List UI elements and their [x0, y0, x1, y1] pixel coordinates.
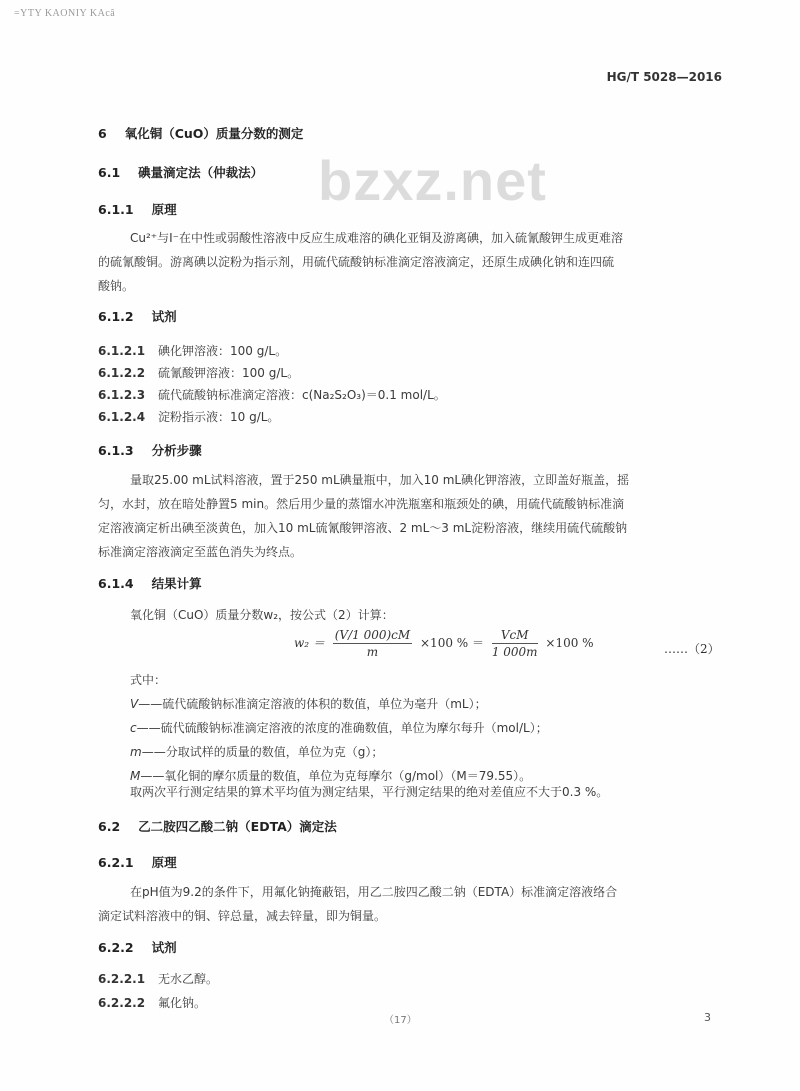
- item-number: 6.1.2.2: [98, 366, 146, 380]
- item-number: 6.2.2.1: [98, 972, 146, 986]
- footer-sequence: （17）: [384, 1015, 417, 1026]
- item-number: 6.1.2.4: [98, 410, 146, 424]
- equation-number: ……（2）: [664, 642, 720, 656]
- section-6-2-2-heading: [98, 938, 177, 956]
- section-6-2-1-heading: [98, 853, 177, 871]
- fraction-denominator: m: [366, 645, 379, 659]
- section-number: 6.1.4: [98, 576, 134, 591]
- principle-paragraph-cont: [98, 250, 614, 298]
- reagent-item: [98, 386, 446, 403]
- edta-principle-paragraph-cont: [98, 904, 386, 928]
- item-number: 6.1.2.3: [98, 388, 146, 402]
- item-number: 6.2.2.2: [98, 996, 146, 1010]
- section-6-1-4-heading: [98, 574, 202, 592]
- text-line: 标准滴定溶液滴定至蓝色消失为终点。: [98, 545, 303, 559]
- symbol: M: [130, 769, 141, 783]
- text-line: 量取25.00 mL试料溶液，置于250 mL碘量瓶中，加入10 mL碘化钾溶液，立即盖好瓶盖，摇: [130, 473, 630, 487]
- item-text: 碘化钾溶液：100 g/L。: [158, 344, 288, 358]
- section-6-1-heading: [98, 163, 263, 181]
- item-text: 无水乙醇。: [158, 972, 219, 986]
- section-title: 原理: [151, 855, 177, 870]
- text-line: 匀，水封，放在暗处静置5 min。然后用少量的蒸馏水冲洗瓶塞和瓶颈处的碘，用硫代硫酸钠标准滴: [98, 497, 625, 511]
- section-6-heading: [98, 124, 303, 142]
- text-line: Cu²⁺与I⁻在中性或弱酸性溶液中反应生成难溶的碘化亚铜及游离碘，加入硫氰酸钾生成更难溶: [130, 231, 624, 245]
- formula-lhs: w₂ ＝: [294, 636, 325, 650]
- item-number: 6.1.2.1: [98, 344, 146, 358]
- definition-text: ——分取试样的质量的数值，单位为克（g）；: [141, 745, 384, 759]
- section-title: 氧化铜（CuO）质量分数的测定: [124, 126, 304, 141]
- principle-paragraph: [130, 226, 623, 250]
- section-title: 乙二胺四乙酸二钠（EDTA）滴定法: [138, 819, 337, 834]
- section-title: 试剂: [151, 940, 177, 955]
- fraction-denominator: 1 000m: [491, 645, 538, 659]
- symbol: m: [130, 745, 142, 759]
- procedure-paragraph-cont: [98, 492, 627, 564]
- symbol: V: [130, 697, 139, 711]
- section-title: 原理: [151, 202, 177, 217]
- reagent-item: [98, 994, 206, 1011]
- reagent-item: [98, 364, 299, 381]
- result-statement: 取两次平行测定结果的算术平均值为测定结果，平行测定结果的绝对差值应不大于0.3 %。: [130, 785, 609, 799]
- definition-line: [130, 692, 548, 716]
- section-number: 6.2.2: [98, 940, 134, 955]
- item-text: 硫代硫酸钠标准滴定溶液：c(Na₂S₂O₃)＝0.1 mol/L。: [158, 388, 446, 402]
- fraction-numerator: (V/1 000)cM: [334, 628, 411, 642]
- section-title: 结果计算: [151, 576, 202, 591]
- section-6-2-heading: [98, 817, 337, 835]
- formula-times: ×100 % ＝: [420, 636, 484, 650]
- section-number: 6.1.2: [98, 309, 134, 324]
- section-number: 6.2: [98, 819, 121, 834]
- section-number: 6.1.3: [98, 443, 134, 458]
- section-number: 6.1: [98, 165, 121, 180]
- fraction-numerator: VcM: [492, 628, 538, 644]
- text-line: 定溶液滴定析出碘至淡黄色，加入10 mL硫氰酸钾溶液、2 mL～3 mL淀粉溶液，继续用硫代硫酸钠: [98, 521, 628, 535]
- standard-code: HG/T 5028—2016: [606, 70, 722, 84]
- symbol: c: [130, 721, 137, 735]
- section-title: 分析步骤: [151, 443, 202, 458]
- fraction-1: [333, 628, 412, 659]
- page-number: 3: [704, 1011, 711, 1024]
- section-title: 试剂: [151, 309, 177, 324]
- procedure-paragraph: [130, 468, 629, 492]
- section-number: 6.2.1: [98, 855, 134, 870]
- formula-times: ×100 %: [545, 636, 594, 650]
- formula-2: [294, 628, 594, 659]
- reagent-item: [98, 970, 218, 987]
- section-6-1-2-heading: [98, 307, 177, 325]
- site-watermark: bzxz.net: [318, 149, 547, 212]
- section-6-1-3-heading: [98, 441, 202, 459]
- text-line: 在pH值为9.2的条件下，用氟化钠掩蔽铝，用乙二胺四乙酸二钠（EDTA）标准滴定溶液络合: [130, 885, 618, 899]
- section-6-1-1-heading: [98, 200, 177, 218]
- definition-list: [130, 692, 548, 788]
- where-label: 式中：: [130, 673, 167, 687]
- section-title: 碘量滴定法（仲裁法）: [138, 165, 264, 180]
- definition-line: [130, 716, 548, 740]
- definition-text: ——硫代硫酸钠标准滴定溶液的浓度的准确数值，单位为摩尔每升（mol/L）；: [136, 721, 548, 735]
- calculation-intro: 氧化铜（CuO）质量分数w₂，按公式（2）计算：: [130, 608, 394, 622]
- item-text: 硫氰酸钾溶液：100 g/L。: [158, 366, 300, 380]
- text-line: 酸钠。: [98, 279, 135, 293]
- section-number: 6: [98, 126, 107, 141]
- fraction-2: [492, 628, 538, 659]
- definition-line: [130, 740, 548, 764]
- section-number: 6.1.1: [98, 202, 134, 217]
- reagent-item: [98, 342, 287, 359]
- text-line: 的硫氰酸铜。游离碘以淀粉为指示剂，用硫代硫酸钠标准滴定溶液滴定，还原生成碘化钠和连四硫: [98, 255, 615, 269]
- edta-principle-paragraph: [130, 880, 617, 904]
- definition-text: ——氧化铜的摩尔质量的数值，单位为克每摩尔（g/mol）（M＝79.55）。: [140, 769, 532, 783]
- reagent-item: [98, 408, 279, 425]
- item-text: 氟化钠。: [158, 996, 207, 1010]
- item-text: 淀粉指示液：10 g/L。: [158, 410, 280, 424]
- text-line: 滴定试料溶液中的铜、锌总量，减去锌量，即为铜量。: [98, 909, 387, 923]
- top-watermark-text: =YTY KAONIY KAcâ: [14, 8, 116, 19]
- definition-text: ——硫代硫酸钠标准滴定溶液的体积的数值，单位为毫升（mL）；: [138, 697, 487, 711]
